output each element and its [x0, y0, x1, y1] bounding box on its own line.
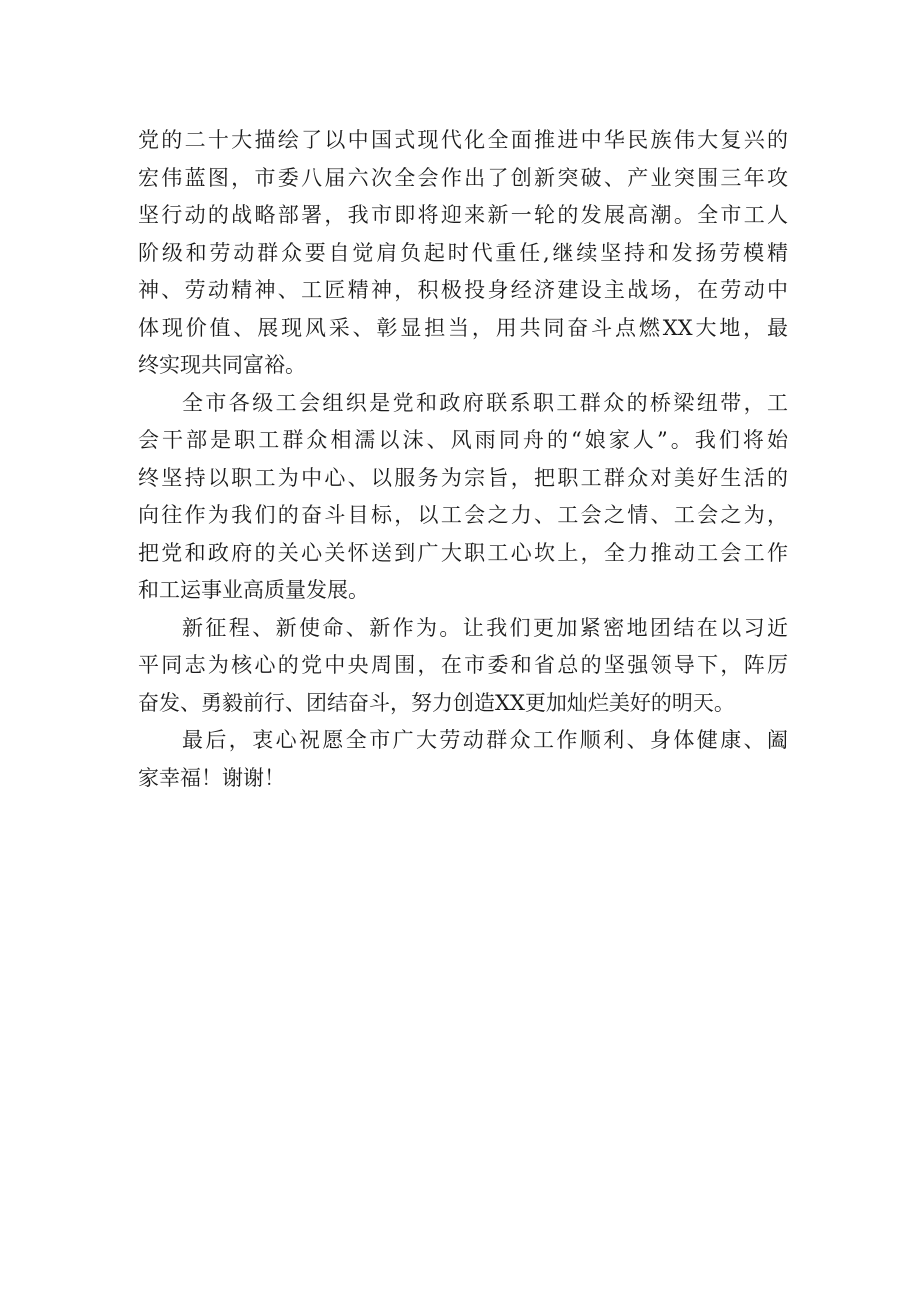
text-line: 终坚持以职工为中心、以服务为宗旨，把职工群众对美好生活的 [138, 465, 788, 490]
text-line: 神、劳动精神、工匠精神，积极投身经济建设主战场，在劳动中 [138, 278, 788, 302]
text-line: 坚行动的战略部署，我市即将迎来新一轮的发展高潮。全市工人 [138, 203, 788, 227]
text-line: 平同志为核心的党中央周围，在市委和省总的坚强领导下，阵厉 [138, 653, 788, 677]
text-line: 阶级和劳动群众要自觉肩负起时代重任,继续坚持和发扬劳模精 [138, 240, 788, 265]
paragraph-2 [138, 385, 788, 610]
text-line: 向往作为我们的奋斗目标，以工会之力、工会之情、工会之为， [138, 503, 788, 527]
text-line: 宏伟蓝图，市委八届六次全会作出了创新突破、产业突围三年攻 [138, 165, 788, 190]
text-line: 把党和政府的关心关怀送到广大职工心坎上，全力推动工会工作 [138, 540, 788, 565]
document-body [138, 122, 788, 797]
paragraph-4 [138, 722, 788, 797]
text-line: 体现价值、展现风采、彰显担当，用共同奋斗点燃XX大地，最 [138, 315, 788, 340]
text-line: 全市各级工会组织是党和政府联系职工群众的桥梁纽带，工 [182, 390, 788, 415]
paragraph-3 [138, 610, 788, 723]
text-line: 党的二十大描绘了以中国式现代化全面推进中华民族伟大复兴的 [138, 128, 788, 152]
text-line: 会干部是职工群众相濡以沫、风雨同舟的“娘家人”。我们将始 [138, 428, 788, 452]
text-line: 奋发、勇毅前行、团结奋斗，努力创造XX更加灿烂美好的明天。 [138, 690, 735, 715]
paragraph-1 [138, 122, 788, 385]
text-line: 和工运事业高质量发展。 [138, 578, 369, 602]
text-line: 家幸福！谢谢！ [138, 765, 285, 790]
text-line: 最后，衷心祝愿全市广大劳动群众工作顺利、身体健康、阖 [182, 728, 788, 752]
text-line: 终实现共同富裕。 [138, 353, 306, 377]
text-line: 新征程、新使命、新作为。让我们更加紧密地团结在以习近 [182, 615, 788, 640]
